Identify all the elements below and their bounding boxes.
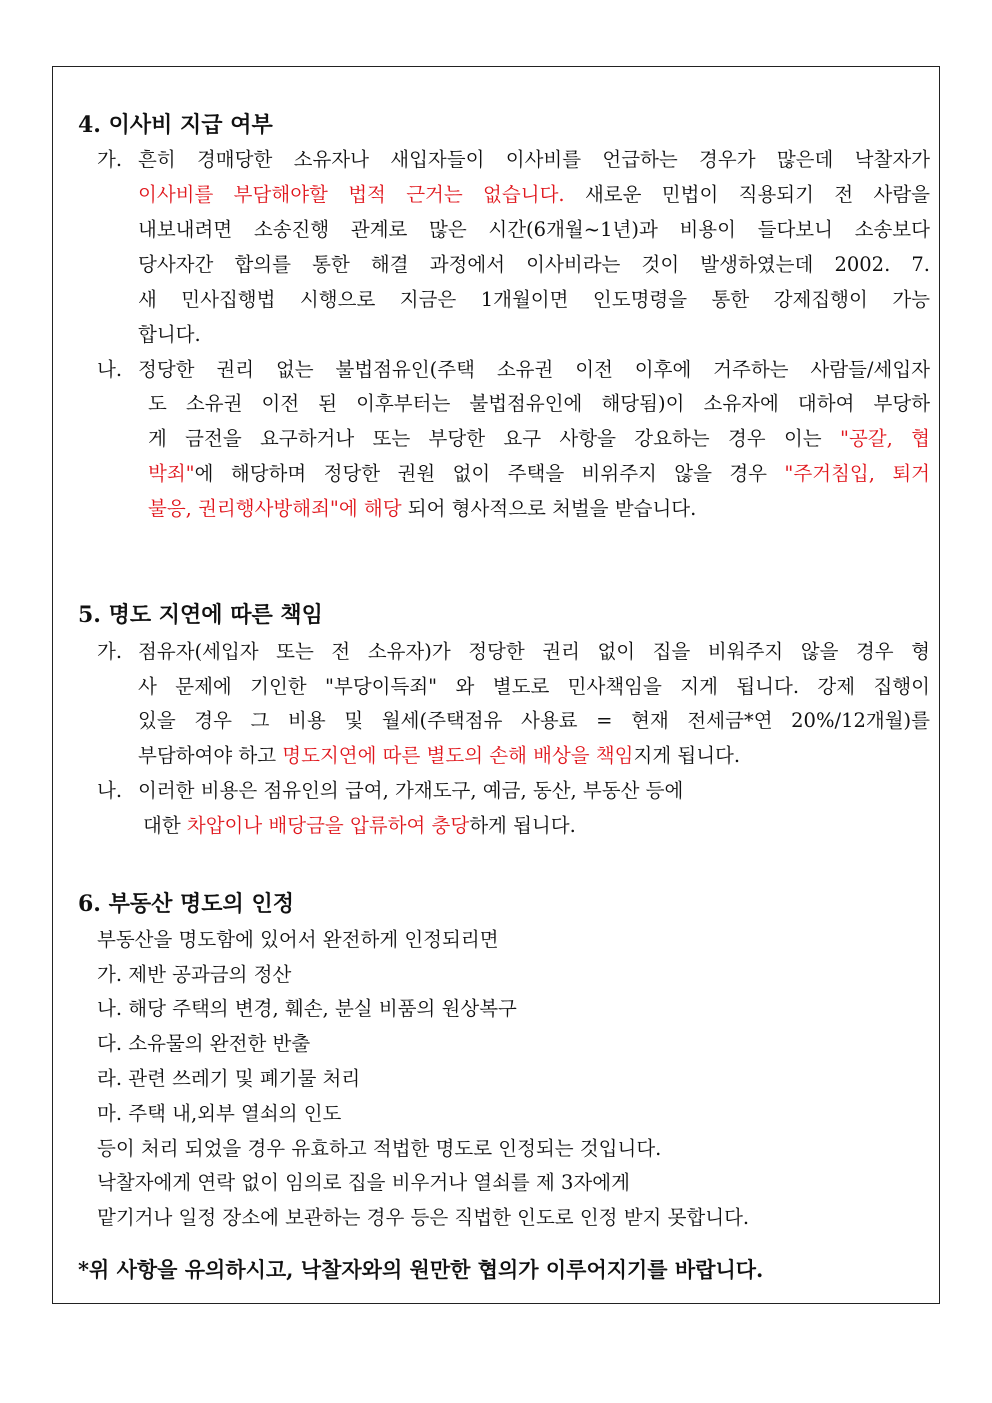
s4-ga-line-5: 새 민사집행법 시행으로 지금은 1개월이면 인도명령을 통한 강제집행이 가능 [138,288,930,311]
s4-na-red-3: "주거침입, 퇴거 [784,462,931,485]
s5-na-line-1: 이러한 비용은 점유인의 급여, 가재도구, 예금, 동산, 부동산 등에 [138,779,684,802]
s6-item-3: 다. 소유물의 완전한 반출 [97,1032,311,1055]
s4-na-red-1: "공갈, 협 [839,427,930,450]
s6-item-5: 마. 주택 내,외부 열쇠의 인도 [97,1102,342,1125]
s6-conclusion-2: 낙찰자에게 연락 없이 임의로 집을 비우거나 열쇠를 제 3자에게 [97,1171,630,1194]
s4-na-red-2: 박죄" [148,462,195,485]
s5-ga-line-4 [138,746,740,766]
s4-ga-line-6: 합니다. [138,323,201,346]
s5-ga-line-4-text: 부담하여야 하고 [138,744,283,767]
s6-conclusion-1: 등이 처리 되었을 경우 유효하고 적법한 명도로 인정되는 것입니다. [97,1137,662,1160]
s5-na-marker: 나. [97,779,123,802]
s6-conclusion-3: 맡기거나 일정 장소에 보관하는 경우 등은 직법한 인도로 인정 받지 못합니다. [97,1206,750,1229]
s4-na-line-5-text: 되어 형사적으로 처벌을 받습니다. [401,497,697,520]
s4-na-red-4: 불응, 권리행사방해죄"에 해당 [148,497,402,520]
s6-item-4: 라. 관련 쓰레기 및 폐기물 처리 [97,1067,361,1090]
s4-na-line-4-text: 에 해당하며 정당한 권원 없이 주택을 비위주지 않을 경우 [194,462,785,485]
s4-na-line-4 [148,464,930,484]
s5-ga-line-4-rest: 지게 됩니다. [633,744,741,767]
s5-ga-marker: 가. [97,640,123,663]
s6-item-2: 나. 해당 주택의 변경, 훼손, 분실 비품의 원상복구 [97,997,517,1020]
s4-na-line-3 [148,429,930,449]
s4-ga-line-1: 흔히 경매당한 소유자나 새입자들이 이사비를 언급하는 경우가 많은데 낙찰자가 [138,148,930,171]
s4-ga-red-text: 이사비를 부담해야할 법적 근거는 없습니다. [138,183,565,206]
s4-ga-line-2 [138,185,930,205]
closing-note: *위 사항을 유의하시고, 낙찰자와의 원만한 협의가 이루어지기를 바랍니다. [78,1257,764,1282]
s5-na-red: 차압이나 배당금을 압류하여 충당 [186,814,470,837]
s5-na-line-2 [143,816,576,836]
section-5-title: 5. 명도 지연에 따른 책임 [78,602,323,628]
s5-ga-line-3: 있을 경우 그 비용 및 월세(주택점유 사용료 = 현재 전세금*연 20%/12개월)를 [138,709,930,732]
s4-na-line-3-text: 게 금전을 요구하거나 또는 부당한 요구 사항을 강요하는 경우 이는 [148,427,840,450]
s4-ga-line-3: 내보내려면 소송진행 관계로 많은 시간(6개월~1년)과 비용이 들다보니 소송보다 [138,218,930,241]
s4-na-line-2: 도 소유권 이전 된 이후부터는 불법점유인에 해당됨)이 소유자에 대하여 부당하 [148,392,930,415]
s4-na-line-1: 정당한 권리 없는 불법점유인(주택 소유권 이전 이후에 거주하는 사람들/세입자 [138,358,930,381]
s5-na-line-2-text: 대한 [143,814,187,837]
s5-ga-line-1: 점유자(세입자 또는 전 소유자)가 정당한 권리 없이 집을 비워주지 않을 경우 형 [138,640,930,663]
s4-ga-line-4: 당사자간 합의를 통한 해결 과정에서 이사비라는 것이 발생하였는데 2002. 7. [138,253,930,276]
s5-na-line-2-rest: 하게 됩니다. [469,814,576,837]
s4-ga-line-2-rest: 새로운 민법이 직용되기 전 사람을 [564,183,930,206]
s4-ga-marker: 가. [97,148,123,171]
s5-ga-red: 명도지연에 따른 별도의 손해 배상을 책임 [282,744,634,767]
s4-na-line-5 [148,499,696,519]
s5-ga-line-2: 사 문제에 기인한 "부당이득죄" 와 별도로 민사책임을 지게 됩니다. 강제 집행이 [138,675,930,698]
section-4-title: 4. 이사비 지급 여부 [78,112,273,138]
s6-intro: 부동산을 명도함에 있어서 완전하게 인정되리면 [97,928,499,951]
s6-item-1: 가. 제반 공과금의 정산 [97,963,292,986]
section-6-title: 6. 부동산 명도의 인정 [78,891,294,917]
s4-na-marker: 나. [97,358,123,381]
